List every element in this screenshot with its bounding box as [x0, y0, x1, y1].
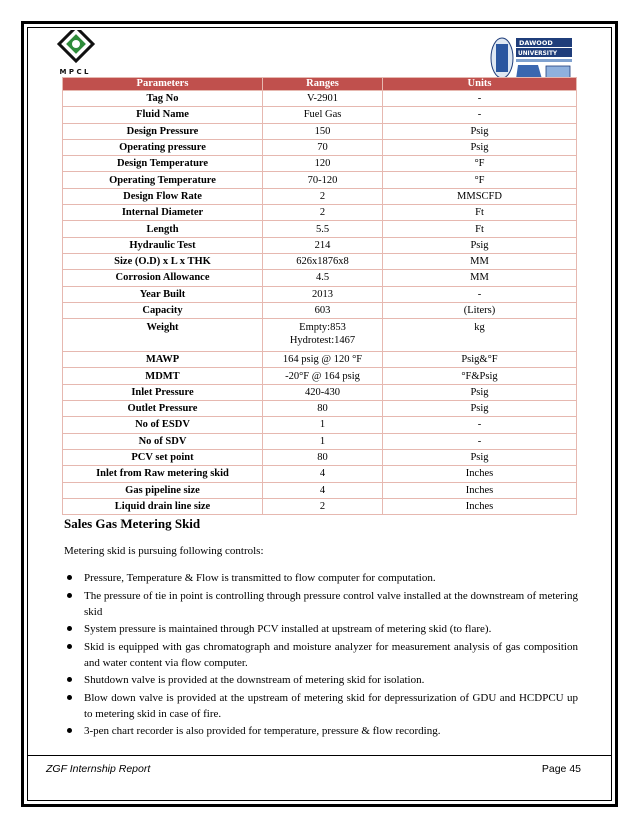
- table-row: [63, 482, 577, 498]
- unit-cell: Ft: [383, 205, 577, 221]
- table-row: [63, 302, 577, 318]
- table-row: [63, 384, 577, 400]
- unit-cell: Psig&°F: [383, 352, 577, 368]
- range-cell: 80: [263, 401, 383, 417]
- unit-cell: Psig: [383, 449, 577, 465]
- range-cell: 2013: [263, 286, 383, 302]
- vessel-parameters-table: [62, 77, 577, 515]
- list-item-text: Blow down valve is provided at the upstream of metering skid for depressurization of GDU and HCDPCU up to metering skid in case of fire.: [84, 691, 578, 720]
- unit-cell: -: [383, 107, 577, 123]
- list-item: [64, 570, 578, 586]
- unit-cell: Inches: [383, 498, 577, 514]
- unit-cell: -: [383, 417, 577, 433]
- list-item-text: Pressure, Temperature & Flow is transmitted to flow computer for computation.: [84, 572, 436, 584]
- unit-cell: °F&Psig: [383, 368, 577, 384]
- range-cell: [263, 319, 383, 352]
- bullet-icon: [67, 593, 72, 598]
- unit-cell: (Liters): [383, 302, 577, 318]
- parameter-cell: Tag No: [63, 91, 263, 107]
- header-units: Units: [383, 78, 577, 91]
- parameter-cell: MDMT: [63, 368, 263, 384]
- range-cell: 164 psig @ 120 °F: [263, 352, 383, 368]
- list-item-text: 3-pen chart recorder is also provided for temperature, pressure & flow recording.: [84, 725, 441, 737]
- unit-cell: Psig: [383, 237, 577, 253]
- weight-empty: Empty:853: [299, 322, 346, 334]
- parameter-cell: Inlet Pressure: [63, 384, 263, 400]
- table-row: [63, 253, 577, 269]
- unit-cell: -: [383, 91, 577, 107]
- header-parameters: Parameters: [63, 78, 263, 91]
- unit-cell: Psig: [383, 139, 577, 155]
- parameter-cell: Design Pressure: [63, 123, 263, 139]
- footer-divider: [28, 755, 611, 756]
- controls-bullet-list: [64, 570, 578, 741]
- unit-cell: -: [383, 433, 577, 449]
- parameter-cell: Liquid drain line size: [63, 498, 263, 514]
- bullet-icon: [67, 575, 72, 580]
- unit-cell: kg: [383, 319, 577, 352]
- dawood-university-logo: [488, 34, 576, 82]
- range-cell: 80: [263, 449, 383, 465]
- unit-cell: °F: [383, 172, 577, 188]
- range-cell: 2: [263, 188, 383, 204]
- range-cell: V-2901: [263, 91, 383, 107]
- parameter-cell: Hydraulic Test: [63, 237, 263, 253]
- footer-page-number: Page 45: [541, 763, 581, 775]
- bullet-icon: [67, 644, 72, 649]
- list-item: [64, 723, 578, 739]
- range-cell: 1: [263, 433, 383, 449]
- list-item: [64, 588, 578, 620]
- parameter-cell: MAWP: [63, 352, 263, 368]
- list-item: [64, 672, 578, 688]
- table-row: [63, 417, 577, 433]
- section-intro: Metering skid is pursuing following controls:: [64, 545, 264, 557]
- parameter-cell: Size (O.D) x L x THK: [63, 253, 263, 269]
- range-cell: 2: [263, 205, 383, 221]
- parameter-cell: Operating pressure: [63, 139, 263, 155]
- range-cell: 70: [263, 139, 383, 155]
- unit-cell: MM: [383, 270, 577, 286]
- bullet-icon: [67, 728, 72, 733]
- range-cell: 70-120: [263, 172, 383, 188]
- parameter-cell: Length: [63, 221, 263, 237]
- table-row: [63, 139, 577, 155]
- header-ranges: Ranges: [263, 78, 383, 91]
- table-row: [63, 205, 577, 221]
- table-row: [63, 319, 577, 352]
- unit-cell: Ft: [383, 221, 577, 237]
- table-row: [63, 466, 577, 482]
- table-row: [63, 237, 577, 253]
- table-row: [63, 188, 577, 204]
- parameter-cell: Inlet from Raw metering skid: [63, 466, 263, 482]
- mpcl-logo: [46, 30, 102, 76]
- table-row: [63, 91, 577, 107]
- parameter-cell: Gas pipeline size: [63, 482, 263, 498]
- list-item: [64, 621, 578, 637]
- table-row: [63, 107, 577, 123]
- section-title: Sales Gas Metering Skid: [64, 516, 201, 531]
- table-row: [63, 221, 577, 237]
- parameter-cell: Operating Temperature: [63, 172, 263, 188]
- parameter-cell: Corrosion Allowance: [63, 270, 263, 286]
- list-item: [64, 639, 578, 671]
- table-row: [63, 286, 577, 302]
- parameter-cell: Outlet Pressure: [63, 401, 263, 417]
- table-row: [63, 270, 577, 286]
- parameter-cell: Year Built: [63, 286, 263, 302]
- range-cell: 1: [263, 417, 383, 433]
- range-cell: 150: [263, 123, 383, 139]
- range-cell: 120: [263, 156, 383, 172]
- parameter-cell: Capacity: [63, 302, 263, 318]
- weight-hydrotest: Hydrotest:1467: [289, 335, 356, 347]
- table-row: [63, 172, 577, 188]
- bullet-icon: [67, 626, 72, 631]
- range-cell: 603: [263, 302, 383, 318]
- parameter-cell: Design Flow Rate: [63, 188, 263, 204]
- unit-cell: -: [383, 286, 577, 302]
- range-cell: 2: [263, 498, 383, 514]
- table-row: [63, 123, 577, 139]
- table-row: [63, 498, 577, 514]
- table-row: [63, 401, 577, 417]
- list-item-text: System pressure is maintained through PCV installed at upstream of metering skid (to flare).: [84, 623, 492, 635]
- range-cell: 214: [263, 237, 383, 253]
- range-cell: Fuel Gas: [263, 107, 383, 123]
- unit-cell: Inches: [383, 466, 577, 482]
- range-cell: 4: [263, 466, 383, 482]
- list-item-text: The pressure of tie in point is controlling through pressure control valve installed at the downstream of metering skid: [84, 589, 578, 618]
- range-cell: 5.5: [263, 221, 383, 237]
- svg-text:DAWOOD: DAWOOD: [519, 39, 553, 47]
- bullet-icon: [67, 695, 72, 700]
- table-row: [63, 368, 577, 384]
- table-row: [63, 449, 577, 465]
- unit-cell: MM: [383, 253, 577, 269]
- range-cell: 626x1876x8: [263, 253, 383, 269]
- parameter-cell: Fluid Name: [63, 107, 263, 123]
- range-cell: 420-430: [263, 384, 383, 400]
- bullet-icon: [67, 677, 72, 682]
- table-row: [63, 156, 577, 172]
- parameter-cell: Internal Diameter: [63, 205, 263, 221]
- unit-cell: Psig: [383, 384, 577, 400]
- list-item-text: Skid is equipped with gas chromatograph and moisture analyzer for measurement analysis of gas composition and water content via flow computer.: [84, 640, 578, 669]
- svg-text:UNIVERSITY: UNIVERSITY: [518, 51, 558, 57]
- parameter-cell: PCV set point: [63, 449, 263, 465]
- parameter-cell: Design Temperature: [63, 156, 263, 172]
- parameter-cell: No of ESDV: [63, 417, 263, 433]
- range-cell: 4: [263, 482, 383, 498]
- list-item-text: Shutdown valve is provided at the downstream of metering skid for isolation.: [84, 674, 425, 686]
- parameter-cell: No of SDV: [63, 433, 263, 449]
- svg-text:M P C L: M P C L: [59, 68, 89, 76]
- unit-cell: °F: [383, 156, 577, 172]
- table-header-row: [63, 78, 577, 91]
- table-row: [63, 352, 577, 368]
- table-row: [63, 433, 577, 449]
- unit-cell: Psig: [383, 401, 577, 417]
- range-cell: 4.5: [263, 270, 383, 286]
- range-cell: -20°F @ 164 psig: [263, 368, 383, 384]
- unit-cell: Psig: [383, 123, 577, 139]
- unit-cell: MMSCFD: [383, 188, 577, 204]
- unit-cell: Inches: [383, 482, 577, 498]
- parameter-cell: Weight: [63, 319, 263, 352]
- list-item: [64, 690, 578, 722]
- footer-report-title: ZGF Internship Report: [46, 763, 151, 775]
